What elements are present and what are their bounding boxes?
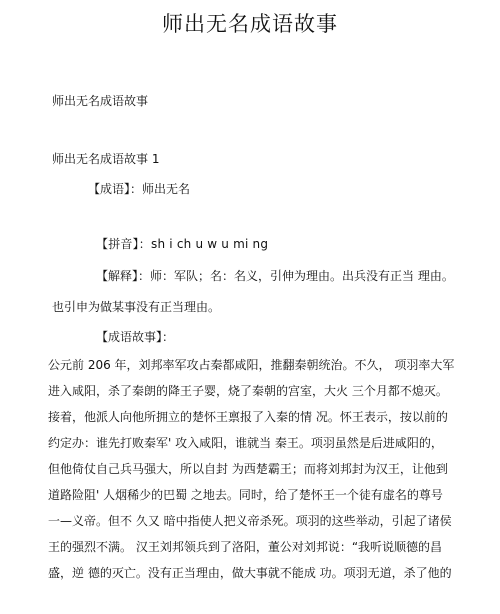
explanation-line-continued: 也引申为做某事没有正当理由。: [52, 300, 221, 314]
explanation-line: 【解释】：师：军队；名：名义，引伸为理由。出兵没有正当 理由。: [96, 269, 454, 283]
story-heading: 【成语故事】：: [96, 330, 175, 344]
chengyu-line: 【成语】：师出无名: [88, 182, 191, 196]
story-line: 公元前 206 年，刘邦率军攻占秦都咸阳，推翻秦朝统治。不久， 项羽率大军: [48, 358, 455, 372]
story-body: [48, 357, 458, 591]
story-line: 王的强烈不满。 汉王刘邦领兵到了洛阳，董公对刘邦说：“我听说顺德的昌: [48, 540, 443, 554]
story-line: 一—义帝。但不 久又 暗中指使人把义帝杀死。项羽的这些举动，引起了诸侯: [48, 514, 452, 528]
document-subtitle: 师出无名成语故事: [52, 94, 149, 108]
story-line: 但他倚仗自己兵马强大，所以自封 为西楚霸王；而将刘邦封为汉王，让他到: [48, 462, 448, 476]
document-subtitle-numbered: 师出无名成语故事 1: [52, 152, 160, 166]
story-line: 盛，逆 德的灭亡。没有正当理由，做大事就不能成 功。项羽无道，杀了他的: [48, 566, 452, 580]
story-line: 约定办：谁先打败秦军' 攻入咸阳，谁就当 秦王。项羽虽然是后进咸阳的，: [48, 436, 443, 450]
document-title: 师出无名成语故事: [162, 12, 338, 36]
story-line: 接着，他派人向他所拥立的楚怀王禀报了入秦的情 况。怀王表示，按以前的: [48, 410, 448, 424]
pinyin-line: 【拼音】：sh i ch u w u mi ng: [96, 237, 269, 251]
story-line: 进入咸阳，杀了秦朗的降王子婴，烧了秦朝的宫室，大火 三个月都不熄灭。: [48, 384, 448, 398]
story-line: 道路险阻' 人烟稀少的巴蜀 之地去。同时，给了楚怀王一个徒有虚名的尊号: [48, 488, 443, 502]
